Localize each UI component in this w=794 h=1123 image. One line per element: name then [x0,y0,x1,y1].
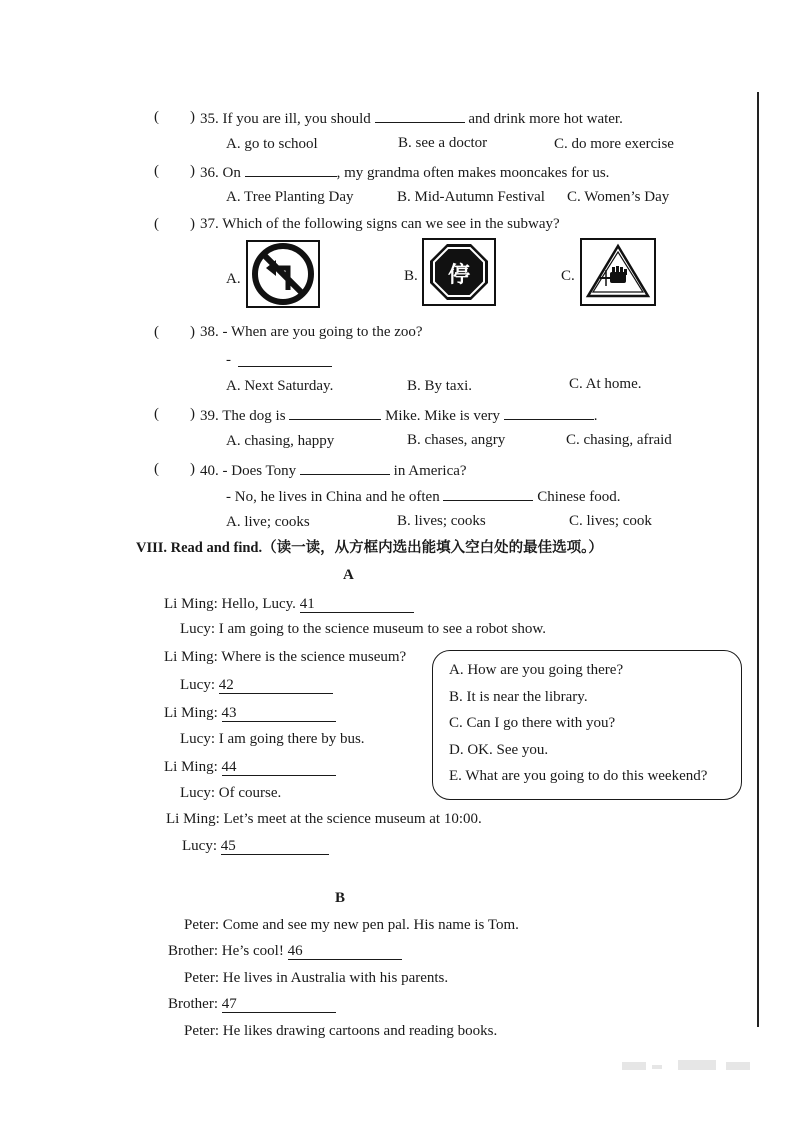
speaker: Li Ming: [164,705,218,721]
answer-blank-1 [289,407,381,420]
utterance: Where is the science museum? [221,649,407,665]
speaker: Li Ming: [164,649,218,665]
option-a: A. [226,271,241,287]
speaker: Lucy: [180,677,215,693]
option-b: B. By taxi. [407,378,473,394]
answer-blank [375,110,465,123]
speaker: Brother: [168,943,218,959]
dialog-line [182,839,329,855]
question-stem: - Does Tony [222,463,297,479]
answer-paren-open: ( [154,163,159,179]
dialog-line [166,812,482,827]
speaker: Lucy: [180,785,215,801]
answer-paren-close: ) [190,109,195,125]
question-stem-end: , my grandma often makes mooncakes for us. [336,165,610,181]
question-stem-mid: Mike. Mike is very [385,408,501,424]
answer-paren-open: ( [154,109,159,125]
speaker: Peter: [184,917,219,933]
question-number: 39. [200,408,219,424]
question-line-2-end: Chinese food. [537,489,621,505]
speaker: Li Ming: [166,811,220,827]
question-stem-end: in America? [393,463,467,479]
scan-smudge [622,1056,752,1074]
dialog-line [184,1024,497,1039]
caution-hand-sign-icon [580,238,656,306]
box-option-c: C. Can I go there with you? [449,715,616,731]
speaker: Lucy: [182,838,217,854]
speaker: Lucy: [180,731,215,747]
option-c: C. At home. [569,376,642,392]
question-number: 37. [200,216,219,232]
question-stem: Which of the following signs can we see in the subway? [222,216,560,232]
no-left-turn-sign-icon [246,240,320,308]
option-a: A. go to school [226,136,318,152]
option-b: B. Mid-Autumn Festival [397,189,545,205]
box-option-a: A. How are you going there? [449,662,624,678]
question-stem: - When are you going to the zoo? [222,324,423,340]
question-number: 35. [200,111,219,127]
answer-blank-43: 43 [222,706,336,722]
question-stem-end: and drink more hot water. [468,111,623,127]
answer-blank-41: 41 [300,597,414,613]
dialog-line [164,597,414,613]
part-a-title: A [343,567,354,583]
stop-sign-icon [422,238,496,306]
answer-paren-open: ( [154,461,159,477]
option-c: C. Women’s Day [567,189,670,205]
dialog-line [168,944,402,960]
dialog-line [164,650,406,665]
answer-blank-42: 42 [219,678,333,694]
question-stem: If you are ill, you should [222,111,371,127]
utterance: He likes drawing cartoons and reading books. [222,1023,498,1039]
speaker: Li Ming: [164,596,218,612]
answer-blank-46: 46 [288,944,402,960]
stop-sign-text: 停 [447,263,470,288]
answer-paren-close: ) [190,461,195,477]
answer-blank-45: 45 [221,839,329,855]
option-c: C. chasing, afraid [566,432,672,448]
speaker: Peter: [184,970,219,986]
dialog-line [180,622,546,637]
dialog-line [164,706,336,722]
box-option-b: B. It is near the library. [449,689,588,705]
box-option-e: E. What are you going to do this weekend? [449,768,708,784]
part-b-title: B [335,890,346,906]
answer-paren-close: ) [190,163,195,179]
utterance: Of course. [218,785,282,801]
utterance: Come and see my new pen pal. His name is Tom. [222,917,519,933]
section-heading: VIII. Read and find.（读一读，从方框内选出能填入空白处的最佳选项。） [136,540,603,556]
question-stem-end: . [593,408,598,424]
answer-paren-open: ( [154,324,159,340]
answer-paren-close: ) [190,324,195,340]
option-a: A. Tree Planting Day [226,189,354,205]
option-b: B. chases, angry [407,432,506,448]
option-a: A. Next Saturday. [226,378,334,394]
dialog-line [180,732,365,747]
answer-blank [245,164,337,177]
utterance: I am going to the science museum to see a robot show. [218,621,547,637]
option-a: A. chasing, happy [226,433,335,449]
dialog-line [184,971,448,986]
option-c: C. [561,268,575,284]
utterance: Hello, Lucy. [221,596,296,612]
answer-blank-47: 47 [222,997,336,1013]
answer-blank [238,352,332,367]
answer-blank-2 [443,488,533,501]
answer-blank-1 [300,462,390,475]
dialog-line [168,997,336,1013]
answer-dash: - [226,352,231,368]
question-number: 40. [200,463,219,479]
option-c: C. do more exercise [554,136,674,152]
utterance: He’s cool! [221,943,284,959]
question-number: 36. [200,165,219,181]
answer-blank-44: 44 [222,760,336,776]
answer-paren-close: ) [190,406,195,422]
answer-blank-2 [504,407,594,420]
question-line-2: - No, he lives in China and he often [226,489,440,505]
utterance: Let’s meet at the science museum at 10:00. [223,811,482,827]
right-margin-line [757,92,759,1027]
question-stem: On [222,165,241,181]
option-c: C. lives; cook [569,513,652,529]
speaker: Li Ming: [164,759,218,775]
dialog-line [180,786,281,801]
answer-paren-open: ( [154,406,159,422]
utterance: I am going there by bus. [218,731,365,747]
option-b: B. see a doctor [398,135,488,151]
dialog-line [180,678,333,694]
question-number: 38. [200,324,219,340]
answer-paren-open: ( [154,216,159,232]
dialog-line [184,918,519,933]
option-b: B. lives; cooks [397,513,486,529]
option-b: B. [404,268,418,284]
box-option-d: D. OK. See you. [449,742,549,758]
option-a: A. live; cooks [226,514,310,530]
speaker: Brother: [168,996,218,1012]
question-stem: The dog is [222,408,286,424]
speaker: Peter: [184,1023,219,1039]
utterance: He lives in Australia with his parents. [222,970,449,986]
dialog-line [164,760,336,776]
answer-paren-close: ) [190,216,195,232]
speaker: Lucy: [180,621,215,637]
